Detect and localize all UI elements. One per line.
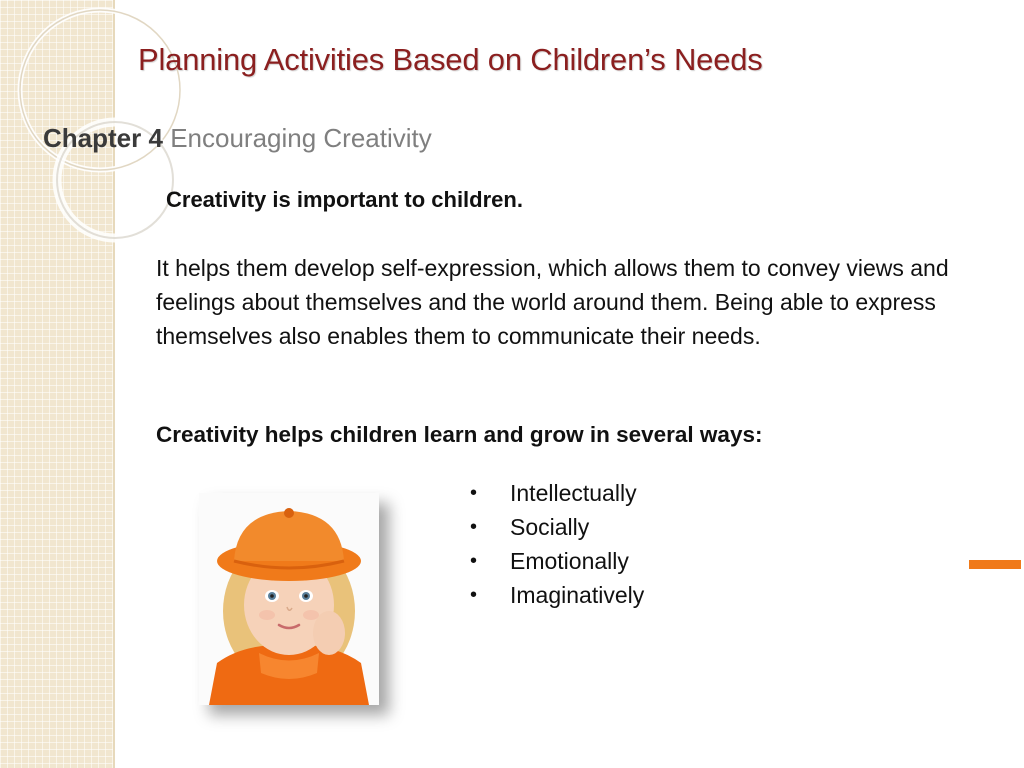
headline: Creativity is important to children. xyxy=(166,187,523,212)
list-item-label: Emotionally xyxy=(510,548,629,574)
list-item xyxy=(470,476,644,510)
list-item-label: Socially xyxy=(510,514,590,540)
bullet-dot-icon: • xyxy=(470,550,478,572)
body-paragraph: It helps them develop self-expression, which allows them to convey views and feelings about themselves and the world around them. Being able to express themselves also enables them to communicate their needs. xyxy=(156,255,949,349)
bullet-dot-icon: • xyxy=(470,482,478,504)
bullet-dot-icon: • xyxy=(470,584,478,606)
chapter-label: Chapter xyxy=(43,123,142,153)
list-item xyxy=(470,544,644,578)
child-photo xyxy=(199,493,379,705)
chapter-number: 4 xyxy=(148,123,163,153)
list-item xyxy=(470,510,644,544)
list-item-label: Imaginatively xyxy=(510,582,645,608)
chapter-name: Encouraging Creativity xyxy=(170,123,432,153)
accent-bar xyxy=(969,560,1021,569)
child-illustration xyxy=(199,493,379,705)
bullet-list xyxy=(470,476,644,612)
list-item-label: Intellectually xyxy=(510,480,637,506)
chapter-heading xyxy=(43,123,432,154)
list-item xyxy=(470,578,644,612)
slide-title: Planning Activities Based on Children’s Needs xyxy=(138,42,763,77)
bullet-dot-icon: • xyxy=(470,516,478,538)
subheading: Creativity helps children learn and grow in several ways: xyxy=(156,422,763,447)
